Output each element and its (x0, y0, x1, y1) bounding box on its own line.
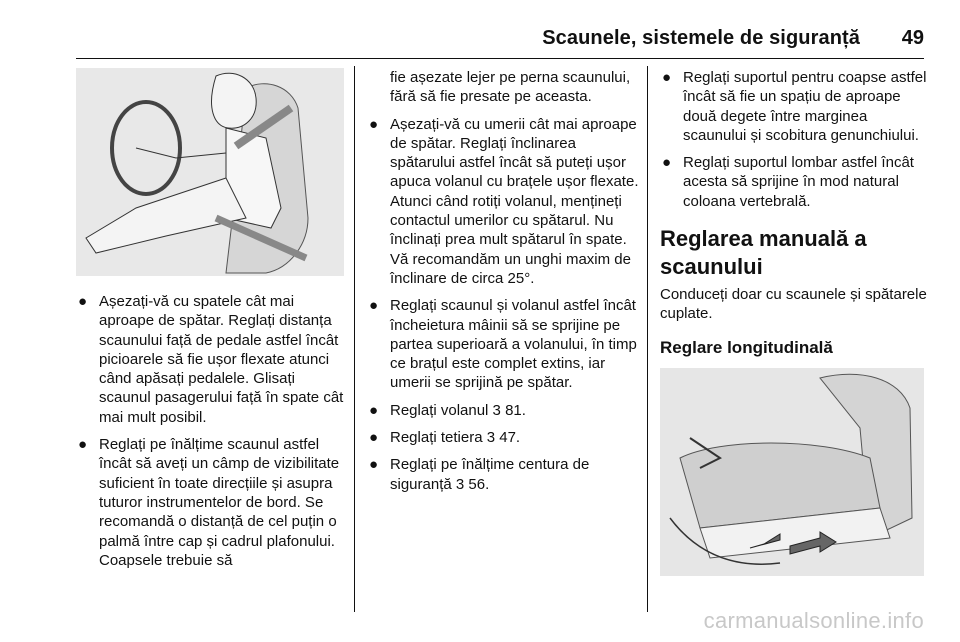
list-item: ● Reglați tetiera 3 47. (369, 429, 521, 447)
page-header-title: Scaunele, sistemele de siguranță (542, 27, 860, 49)
list-item: ● Așezați-vă cu spatele cât mai aproape de spătar. Reglați distanța scaunului față de pedale astfel încât picioarele să fie ușor flexate atunci când apăsați pedalele. Glisați scaunul pasagerului față în spate cât mai mult posibil. (78, 293, 344, 426)
header-rule (76, 58, 924, 59)
list-item: ● Reglați pe înălțime scaunul astfel încât să aveți un câmp de vizibilitate suficient în toate direcțiile și asupra tuturor instrumentelor de bord. Se recomandă o distanță de cel puțin o palmă între cap și cadrul plafonului. Coapsele trebuie să (78, 436, 340, 569)
bullet-icon: ● (369, 297, 379, 315)
bullet-icon: ● (78, 436, 88, 454)
page-number: 49 (901, 27, 924, 49)
bullet-icon: ● (662, 154, 672, 172)
bullet-icon: ● (369, 115, 379, 133)
column-3 (660, 68, 930, 576)
bullet-list-column-3 (660, 68, 930, 211)
list-item: ● Așezați-vă cu umerii cât mai aproape de spătar. Reglați înclinarea spătarului astfel încât să puteți ușor apuca volanul cu brațele ușor flexate. Atunci când rotiți volanul, mențineți contactul umerilor cu spătarul. Nu înclinați prea mult spătarul în spate. Vă recomandăm un unghi maxim de înclinare de circa 25°. (369, 115, 639, 287)
subsection-heading: Reglare longitudinală (660, 337, 833, 357)
section-body: Conduceți doar cu scaunele și spătarele cuplate. (660, 286, 927, 323)
list-item: ● Reglați suportul lombar astfel încât acesta să sprijine în mod natural coloana vertebrală. (662, 154, 914, 210)
bullet-icon: ● (369, 401, 379, 419)
bullet-list-column-2 (367, 115, 639, 494)
list-item: ● Reglați scaunul și volanul astfel încât încheietura mâinii să se sprijine pe partea superioară a volanului, în timp ce brațul este complet extins, iar umerii se sprijină pe spătar. (369, 297, 637, 392)
section-heading: Reglarea manuală a scaunului (660, 226, 867, 280)
continuation-text: fie așezate lejer pe perna scaunului, fără să fie presate pe aceasta. (390, 69, 631, 106)
watermark: carmanualsonline.info (703, 608, 924, 633)
bullet-icon: ● (369, 429, 379, 447)
bullet-icon: ● (662, 69, 672, 86)
driver-seating-illustration (76, 68, 344, 276)
column-divider-left (354, 66, 355, 612)
page-header (0, 0, 960, 60)
bullet-list-column-1 (76, 292, 344, 570)
column-divider-right (647, 66, 648, 612)
list-item: ● Reglați volanul 3 81. (369, 401, 526, 419)
list-item: ● Reglați pe înălțime centura de siguranță 3 56. (369, 456, 590, 493)
list-item: ● Reglați suportul pentru coapse astfel încât să fie un spațiu de aproape două degete între marginea scaunului și scobitura genunchiului. (662, 69, 927, 144)
bullet-icon: ● (369, 456, 379, 474)
column-1 (76, 68, 344, 578)
seat-adjustment-illustration (660, 368, 924, 576)
column-2 (367, 68, 639, 502)
bullet-icon: ● (78, 293, 88, 310)
